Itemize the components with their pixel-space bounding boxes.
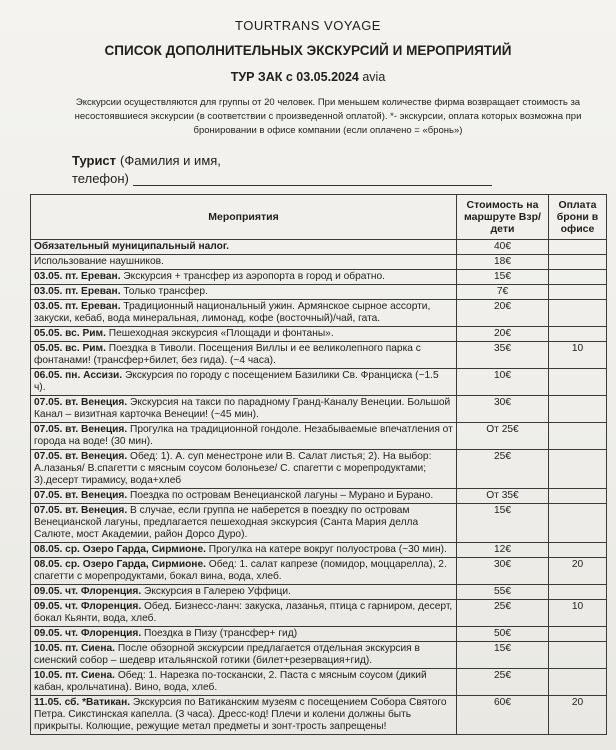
table-row — [31, 627, 607, 642]
event-cell — [31, 642, 457, 669]
price-cell: 18€ — [457, 255, 549, 270]
price-cell: 25€ — [457, 450, 549, 489]
event-cell — [31, 270, 457, 285]
event-description: Пешеходная экскурсия «Площади и фонтаны». — [105, 328, 334, 339]
event-description: Обед. Бизнесс-ланч: закуска, лазанья, птица с гарниром, десерт, бокал Кьянти, вода, хлеб. — [34, 601, 453, 624]
event-description: Экскурсия по городу с посещением Базилики Св. Франциска (~1.5 ч). — [34, 370, 439, 393]
table-row — [31, 342, 607, 369]
table-row — [31, 396, 607, 423]
event-description: Использование наушников. — [34, 256, 164, 267]
header-event: Мероприятия — [31, 195, 457, 240]
table-body — [31, 240, 607, 735]
table-row — [31, 369, 607, 396]
event-date-place: 11.05. сб. *Ватикан. — [34, 697, 131, 708]
event-description: Обязательный муниципальный налог. — [34, 241, 229, 252]
price-cell: 20€ — [457, 327, 549, 342]
table-row — [31, 585, 607, 600]
event-date-place: 08.05. ср. Озеро Гарда, Сирмионе. — [34, 544, 206, 555]
deposit-cell: 20 — [549, 696, 607, 735]
event-cell — [31, 543, 457, 558]
event-date-place: 05.05. вс. Рим. — [34, 328, 106, 339]
deposit-cell: 10 — [549, 342, 607, 369]
tourist-label: Турист — [72, 153, 117, 168]
table-row — [31, 600, 607, 627]
company-name: TOURTRANS VOYAGE — [235, 18, 381, 33]
event-cell — [31, 396, 457, 423]
table-row — [31, 270, 607, 285]
price-cell: 50€ — [457, 627, 549, 642]
event-cell — [31, 423, 457, 450]
event-cell — [31, 450, 457, 489]
event-description: Поездка в Пизу (трансфер+ гид) — [141, 628, 298, 639]
tourist-phone-label: телефон) — [72, 171, 129, 186]
deposit-cell: 20 — [549, 558, 607, 585]
event-cell — [31, 585, 457, 600]
event-date-place: 07.05. вт. Венеция. — [34, 490, 128, 501]
event-description: Обед: 1). А. суп менестроне или В. Салат листья; 2). На выбор: А.лазанья/ В.спагетти с мясным соусом болоньезе/ С. спагетти с морепродуктами; 3).десерт тирамису, вода+хлеб — [34, 451, 432, 486]
table-row — [31, 669, 607, 696]
deposit-cell — [549, 240, 607, 255]
table-row — [31, 696, 607, 735]
event-date-place: 07.05. вт. Венеция. — [34, 424, 128, 435]
tourist-phone-row — [72, 168, 492, 186]
event-cell — [31, 669, 457, 696]
tourist-info — [72, 150, 492, 186]
price-cell: 60€ — [457, 696, 549, 735]
price-cell: 25€ — [457, 669, 549, 696]
price-cell: 15€ — [457, 270, 549, 285]
event-date-place: 06.05. пн. Ассизи. — [34, 370, 123, 381]
header-deposit: Оплата брони в офисе — [549, 195, 607, 240]
event-cell — [31, 627, 457, 642]
event-description: В случае, если группа не наберется в поездку по островам Венецианской лагуны, предлагается пешеходная экскурсия (Санта Мария делла Салюте, мост Академии, район Дорсо Дуро). — [34, 505, 419, 540]
price-cell: 55€ — [457, 585, 549, 600]
price-cell: 15€ — [457, 642, 549, 669]
document-title: СПИСОК ДОПОЛНИТЕЛЬНЫХ ЭКСКУРСИЙ И МЕРОПРИЯТИЙ — [104, 43, 512, 58]
event-cell — [31, 600, 457, 627]
table-row — [31, 240, 607, 255]
price-cell: 10€ — [457, 369, 549, 396]
tourist-phone-line — [133, 171, 492, 186]
event-cell — [31, 255, 457, 270]
price-cell: 20€ — [457, 300, 549, 327]
event-date-place: 07.05. вт. Венеция. — [34, 397, 128, 408]
deposit-cell — [549, 543, 607, 558]
event-date-place: 05.05. вс. Рим. — [34, 343, 106, 354]
deposit-cell — [549, 300, 607, 327]
event-date-place: 09.05. чт. Флоренция. — [34, 628, 142, 639]
table-row — [31, 504, 607, 543]
event-cell — [31, 300, 457, 327]
price-cell: 30€ — [457, 558, 549, 585]
event-description: Поездка в Тиволи. Посещения Виллы и ее великолепного парка с фонтанами! (трансфер+билет, без гида). (~4 часа). — [34, 343, 421, 366]
event-cell — [31, 504, 457, 543]
event-date-place: 10.05. пт. Сиена. — [34, 643, 115, 654]
deposit-cell — [549, 255, 607, 270]
table-row — [31, 642, 607, 669]
price-cell: 35€ — [457, 342, 549, 369]
event-date-place: 08.05. ср. Озеро Гарда, Сирмионе. — [34, 559, 206, 570]
tour-name: ТУР ЗАК с 03.05.2024 — [230, 70, 359, 84]
event-description: Экскурсия в Галерею Уффици. — [141, 586, 291, 597]
deposit-cell — [549, 369, 607, 396]
price-cell: От 25€ — [457, 423, 549, 450]
table-row — [31, 450, 607, 489]
transport-type: avia — [362, 70, 386, 84]
table-header-row — [31, 195, 607, 240]
excursions-table — [30, 194, 607, 735]
terms-note: Экскурсии осуществляются для группы от 20 человек. При меньшем количестве фирма возвращает стоимость за несостоявшиеся экскурсии (в соответствии с произведенной оплатой). *- экскурсии, оплата которых возможна при бронировании в офисе компании (если оплачено = «бронь») — [74, 97, 582, 136]
event-description: После обзорной экскурсии предлагается отдельная экскурсия в сиенский собор – шедевр итальянской готики (билет+резервация+гид). — [34, 643, 420, 666]
price-cell: 30€ — [457, 396, 549, 423]
deposit-cell — [549, 396, 607, 423]
tour-subtitle — [0, 70, 616, 84]
price-cell: 25€ — [457, 600, 549, 627]
event-cell — [31, 696, 457, 735]
tourist-name-row — [72, 150, 492, 168]
table-row — [31, 558, 607, 585]
table-row — [31, 327, 607, 342]
event-description: Прогулка на катере вокруг полуострова (~30 мин). — [205, 544, 447, 555]
deposit-cell — [549, 669, 607, 696]
deposit-cell — [549, 450, 607, 489]
deposit-cell — [549, 627, 607, 642]
event-date-place: 09.05. чт. Флоренция. — [34, 586, 142, 597]
deposit-cell — [549, 642, 607, 669]
table-row — [31, 255, 607, 270]
price-cell: 7€ — [457, 285, 549, 300]
deposit-cell — [549, 585, 607, 600]
event-cell — [31, 342, 457, 369]
event-cell — [31, 369, 457, 396]
event-description: Поездка по островам Венецианской лагуны – Мурано и Бурано. — [127, 490, 434, 501]
event-description: Прогулка на традиционной гондоле. Незабываемые впечатления от города на воде! (30 мин). — [34, 424, 453, 447]
event-description: Экскурсия по Ватиканским музеям с посещением Собора Святого Петра. Сикстинская капелла. (3 часа). Дресс-код! Плечи и колени должны быть прикрыты. Колющие, режущие метал предметы и зонт-трость запрещены! — [34, 697, 447, 732]
table-row — [31, 489, 607, 504]
deposit-cell — [549, 270, 607, 285]
event-date-place: 07.05. вт. Венеция. — [34, 505, 128, 516]
price-cell: 40€ — [457, 240, 549, 255]
event-cell — [31, 489, 457, 504]
table-row — [31, 300, 607, 327]
event-description: Экскурсия + трансфер из аэропорта в город и обратно. — [120, 271, 385, 282]
event-cell — [31, 285, 457, 300]
event-date-place: 09.05. чт. Флоренция. — [34, 601, 142, 612]
deposit-cell — [549, 327, 607, 342]
event-date-place: 03.05. пт. Ереван. — [34, 271, 121, 282]
price-cell: 12€ — [457, 543, 549, 558]
event-cell — [31, 240, 457, 255]
table-row — [31, 423, 607, 450]
event-description: Только трансфер. — [120, 286, 208, 297]
event-description: Традиционный национальный ужин. Армянское сырное ассорти, закуски, кебаб, вода минеральная, лимонад, кофе (восточный)/чай, гата. — [34, 301, 431, 324]
event-description: Обед: 1. Нарезка по-тоскански, 2. Паста с мясным соусом (дикий кабан, крольчатина). Вино, вода, хлеб. — [34, 670, 427, 693]
event-description: Экскурсия на такси по парадному Гранд-Каналу Венеции. Большой Канал – визитная карточка Венеции! (~45 мин). — [34, 397, 451, 420]
deposit-cell — [549, 489, 607, 504]
event-cell — [31, 327, 457, 342]
event-date-place: 07.05. вт. Венеция. — [34, 451, 128, 462]
event-date-place: 03.05. пт. Ереван. — [34, 286, 121, 297]
event-description: Обед: 1. салат капрезе (помидор, моццарелла), 2. спагетти с морепродуктами, бокал вина, вода, хлеб. — [34, 559, 447, 582]
price-cell: От 35€ — [457, 489, 549, 504]
price-cell: 15€ — [457, 504, 549, 543]
event-cell — [31, 558, 457, 585]
header-price: Стоимость на маршруте Взр/дети — [457, 195, 549, 240]
deposit-cell: 10 — [549, 600, 607, 627]
deposit-cell — [549, 423, 607, 450]
deposit-cell — [549, 504, 607, 543]
event-date-place: 10.05. пт. Сиена. — [34, 670, 115, 681]
deposit-cell — [549, 285, 607, 300]
table-row — [31, 285, 607, 300]
tourist-name-hint: (Фамилия и имя, — [120, 153, 221, 168]
event-date-place: 03.05. пт. Ереван. — [34, 301, 121, 312]
table-row — [31, 543, 607, 558]
